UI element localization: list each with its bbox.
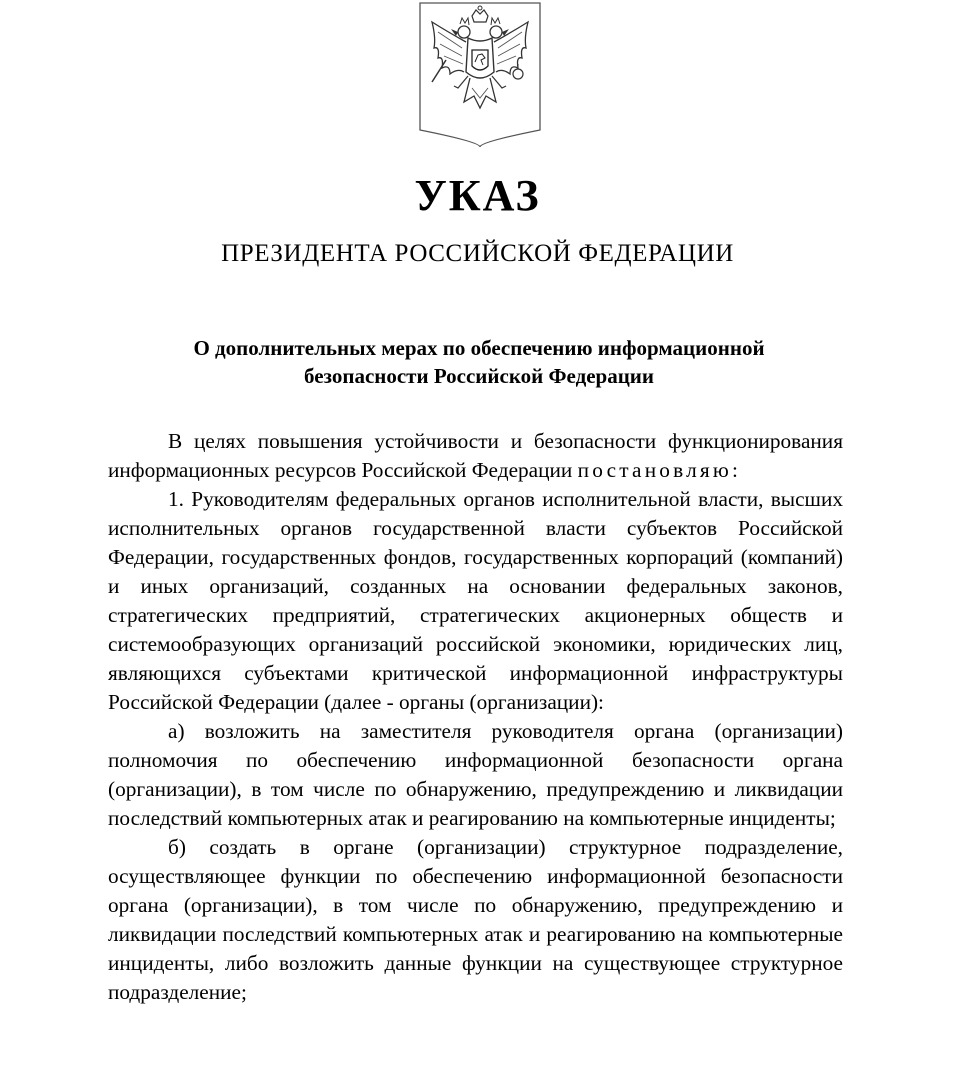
preamble-text: В целях повышения устойчивости и безопасности функционирования информационных ресурсов Российской Федерации: [108, 429, 843, 482]
preamble-paragraph: [108, 427, 843, 485]
document-title-line: безопасности Российской Федерации: [303, 364, 654, 388]
document-title: [108, 334, 850, 390]
decree-subitem: а) возложить на заместителя руководителя органа (организации) полномочия по обеспечению информационной безопасности органа (организации), в том числе по обнаружению, предупреждению и ликвидации последствий компьютерных атак и реагированию на компьютерные инциденты;: [108, 719, 843, 830]
russian-coat-of-arms-icon: [418, 2, 542, 148]
decree-word: постановляю:: [577, 458, 742, 482]
document-body: [108, 427, 843, 1007]
document-title-line: О дополнительных мерах по обеспечению информационной: [193, 336, 765, 360]
issuer-heading: ПРЕЗИДЕНТА РОССИЙСКОЙ ФЕДЕРАЦИИ: [221, 240, 734, 267]
decree-subitem: б) создать в органе (организации) структурное подразделение, осуществляющее функции по обеспечению информационной безопасности органа (организации), в том числе по обнаружению, предупреждению и ликвидации последствий компьютерных атак и реагированию на компьютерные инциденты, либо возложить данные функции на существующее структурное подразделение;: [108, 835, 843, 1004]
decree-item: 1. Руководителям федеральных органов исполнительной власти, высших исполнительных органов государственной власти субъектов Российской Федерации, государственных фондов, государственных корпораций (компаний) и иных организаций, созданных на основании федеральных законов, стратегических предприятий, стратегических акционерных обществ и системообразующих организаций российской экономики, юридических лиц, являющихся субъектами критической информационной инфраструктуры Российской Федерации (далее - органы (организации):: [108, 487, 843, 714]
document-type-heading: УКАЗ: [414, 171, 541, 220]
